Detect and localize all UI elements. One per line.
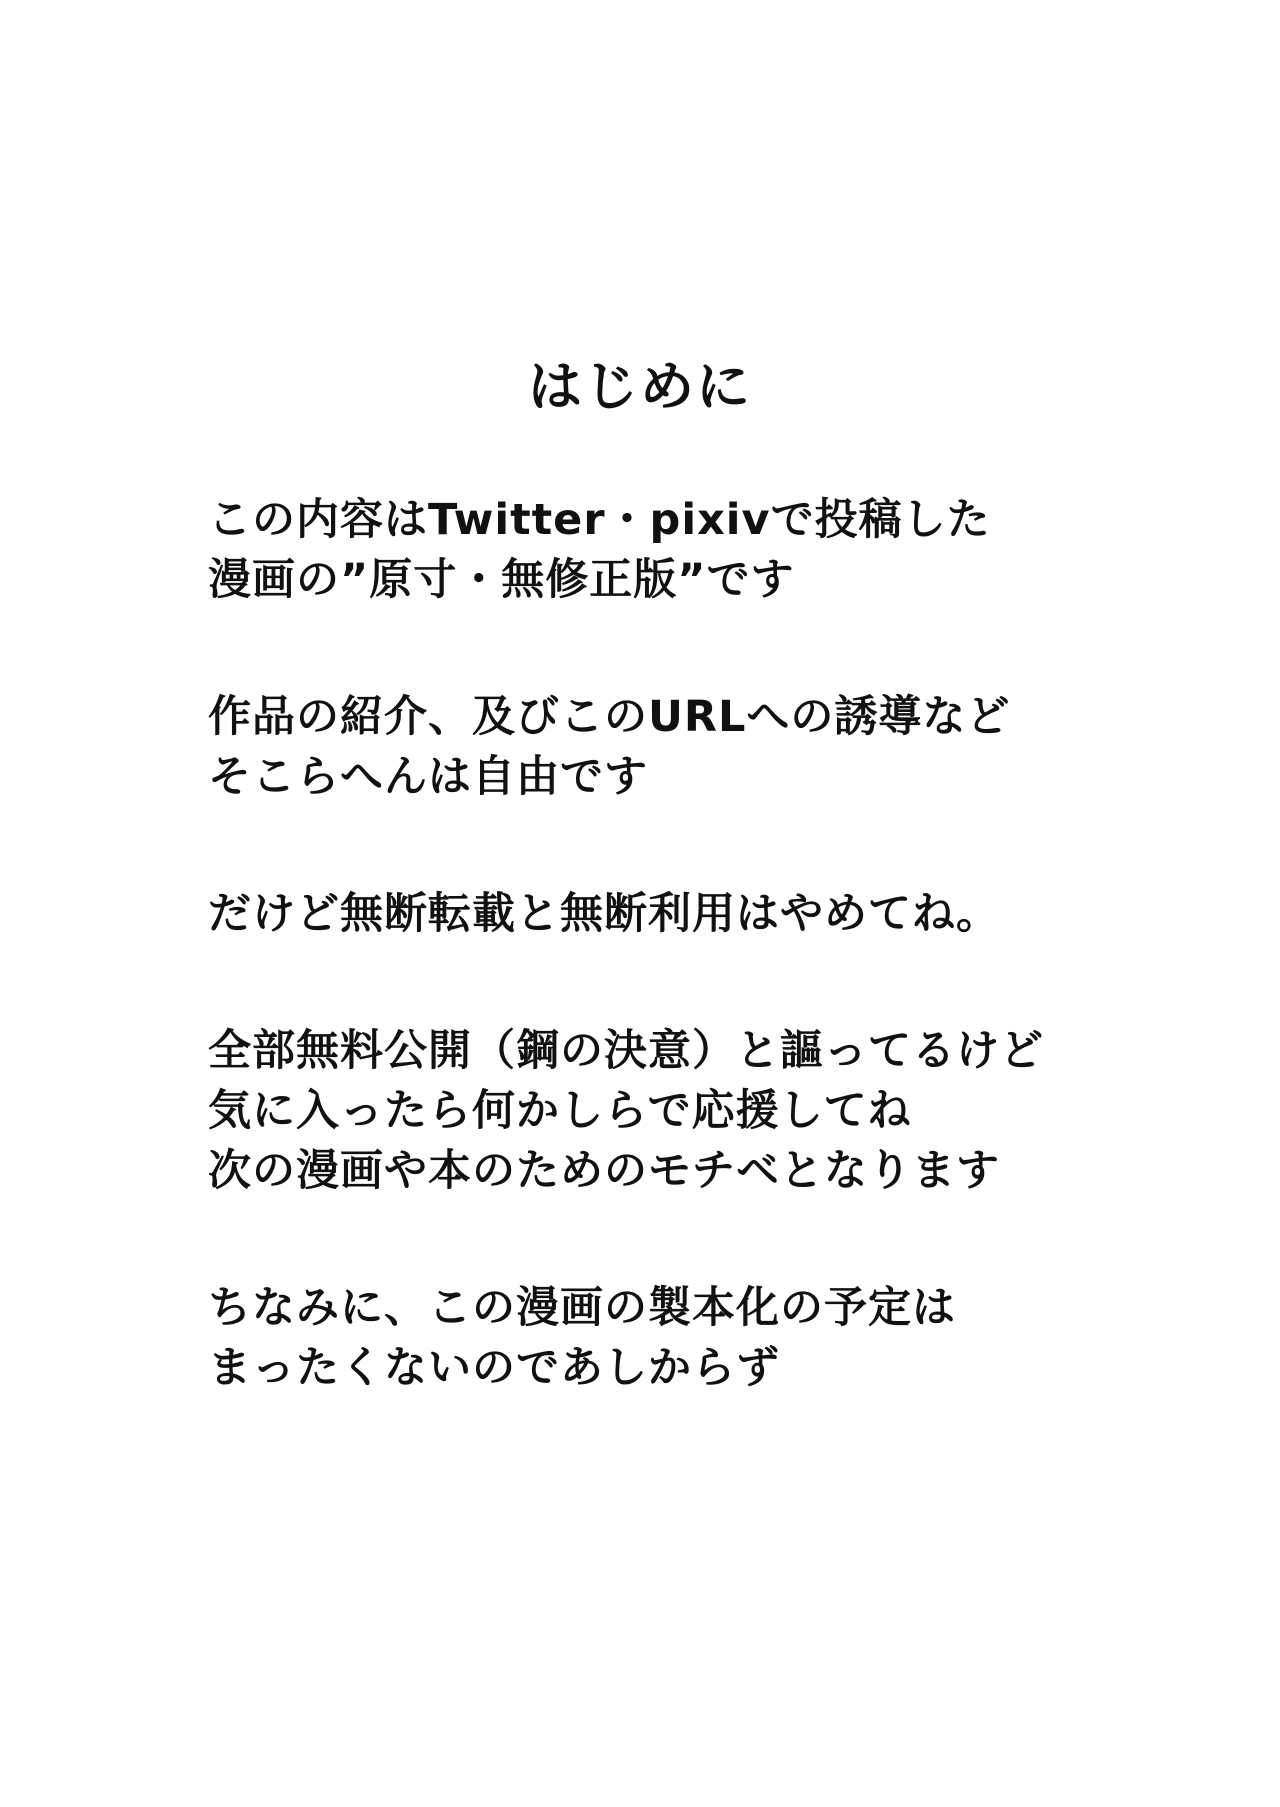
paragraph-sharing-permission [208, 687, 1208, 807]
text-line: 全部無料公開（鋼の決意）と謳ってるけど [208, 1026, 1044, 1076]
paragraph-no-print-plan [208, 1278, 1208, 1398]
paragraph-support-request [208, 1021, 1208, 1201]
text-line: 作品の紹介、及びこのURLへの誘導など [208, 692, 1011, 742]
paragraph-no-reprint [208, 884, 1208, 944]
text-line: ちなみに、この漫画の製本化の予定は [208, 1283, 956, 1333]
text-line: まったくないのであしからず [208, 1343, 780, 1393]
page-title: はじめに [528, 355, 752, 418]
text-line: 次の漫画や本のためのモチベとなります [208, 1146, 1000, 1196]
text-line: だけど無断転載と無断利用はやめてね。 [208, 889, 1000, 939]
notice-body [208, 490, 1208, 1475]
text-line: 気に入ったら何かしらで応援してね [208, 1086, 912, 1136]
text-line: 漫画の”原寸・無修正版”です [208, 555, 795, 605]
text-line: そこらへんは自由です [208, 752, 648, 802]
text-line: この内容はTwitter・pixivで投稿した [208, 495, 991, 545]
paragraph-repost-notice [208, 490, 1208, 610]
